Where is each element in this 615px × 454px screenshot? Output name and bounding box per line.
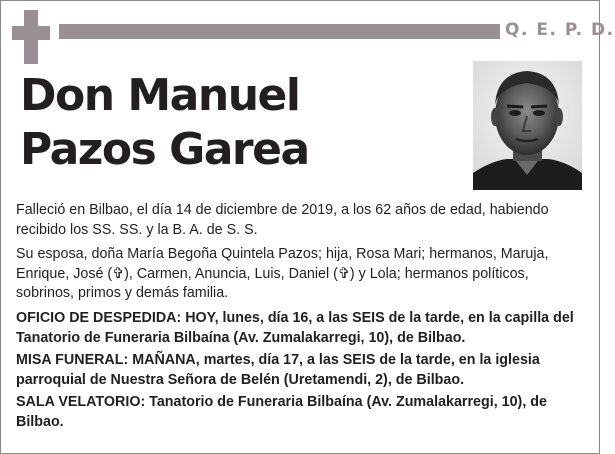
header-rule — [59, 24, 500, 39]
family-list: Su esposa, doña María Begoña Quintela Pazos; hija, Rosa Mari; hermanos, Maruja, Enrique, José (✞), Carmen, Anuncia, Luis, Daniel (✞) y Lola; hermanos políticos, sobrinos, primos y demás familia. — [16, 246, 549, 302]
funeral-mass: MISA FUNERAL: MAÑANA, martes, día 17, a las SEIS de la tarde, en la iglesia parroquial de Nuestra Señora de Belén (Uretamendi, 2), de Bilbao. — [16, 352, 540, 388]
wake-room: SALA VELATORIO: Tanatorio de Funeraria Bilbaína (Av. Zumalakarregi, 10), de Bilbao. — [16, 394, 547, 430]
death-notice: Falleció en Bilbao, el día 14 de diciembre de 2019, a los 62 años de edad, habiendo recibido los SS. SS. y la B. A. de S. S. — [16, 202, 549, 238]
name-line-1: Don Manuel — [20, 70, 300, 121]
farewell-service: OFICIO DE DESPEDIDA: HOY, lunes, día 16, a las SEIS de la tarde, en la capilla del Tanatorio de Funeraria Bilbaína (Av. Zumalakarregi, 10), de Bilbao. — [16, 309, 574, 346]
portrait-photo — [473, 61, 582, 190]
qepd-label: Q. E. P. D. — [505, 20, 615, 40]
cross-icon — [12, 10, 50, 64]
name-line-2: Pazos Garea — [20, 124, 309, 175]
deceased-name — [20, 69, 309, 177]
obituary-text — [16, 201, 586, 436]
